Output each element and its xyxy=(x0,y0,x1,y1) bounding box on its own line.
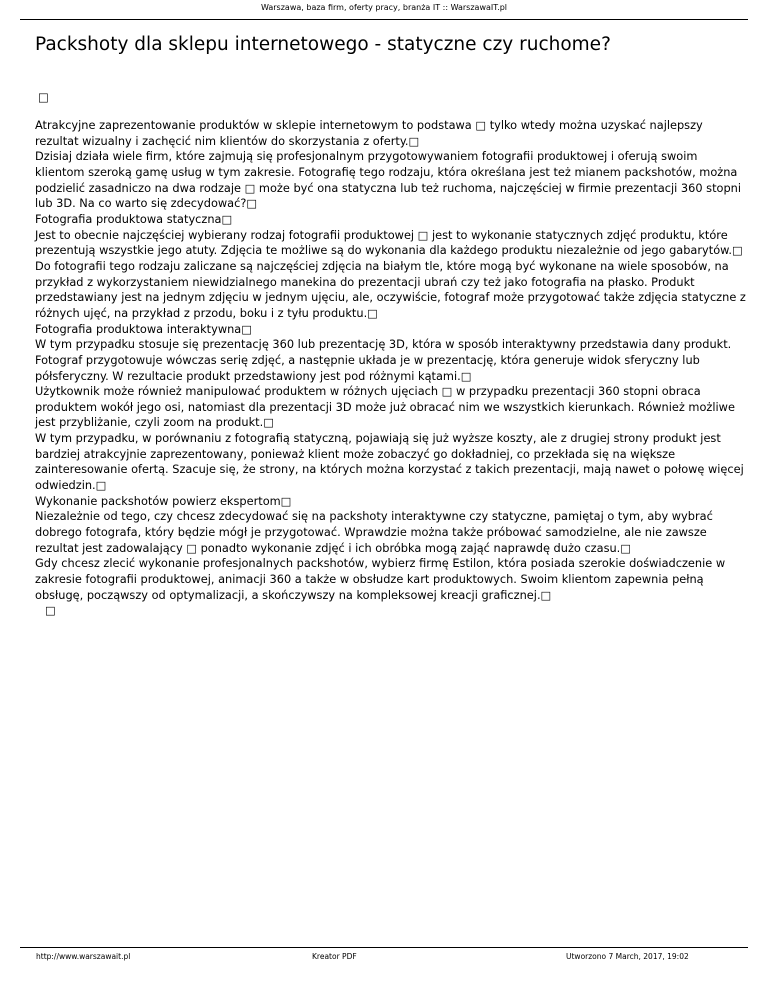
paragraph: Atrakcyjne zaprezentowanie produktów w sklepie internetowym to podstawa □ tylko wtedy można uzyskać najlepszy rezultat wizualny i zachęcić nim klientów do skorzystania z oferty.□ xyxy=(35,118,703,148)
footer-url: http://www.warszawait.pl xyxy=(36,952,131,961)
placeholder-glyph: □ xyxy=(45,603,56,618)
article-body xyxy=(35,118,747,619)
paragraph: Jest to obecnie najczęściej wybierany rodzaj fotografii produktowej □ jest to wykonanie statycznych zdjęć produktu, które prezentują wszystkie jego atuty. Zdjęcia te możliwe są do wykonania dla każdego produktu niezależnie od jego gabarytów.□ xyxy=(35,227,743,258)
paragraph: W tym przypadku stosuje się prezentację 360 lub prezentację 3D, która w sposób interaktywny przedstawia dany produkt. Fotograf przygotowuje wówczas serię zdjęć, a następnie układa je w prezentację, która generuje widok sferyczny lub półsferyczny. W rezultacie produkt przedstawiony jest pod różnymi kątami.□ xyxy=(35,337,732,383)
footer-created-date: Utworzono 7 March, 2017, 19:02 xyxy=(566,952,689,961)
paragraph: Do fotografii tego rodzaju zaliczane są najczęściej zdjęcia na białym tle, które mogą być wykonane na wiele sposobów, na przykład z wykorzystaniem niewidzialnego manekina do prezentacji ubrań czy też jako fotografia na płasko. Produkt przedstawiany jest na jednym zdjęciu w jednym ujęciu, ale, oczywiście, fotograf może przygotować także zdjęcia statyczne z różnych ujęć, na przykład z przodu, boku i z tyłu produktu.□ xyxy=(35,258,746,320)
header-divider xyxy=(20,19,748,20)
placeholder-glyph: □ xyxy=(38,90,49,104)
paragraph: W tym przypadku, w porównaniu z fotografią statyczną, pojawiają się już wyższe koszty, ale z drugiej strony produkt jest bardziej atrakcyjnie zaprezentowany, ponieważ klient może zobaczyć go dokładniej, co przekłada się na większe zainteresowanie ofertą. Szacuje się, że strony, na których można korzystać z takich prezentacji, mają nawet o połowę więcej odwiedzin.□ xyxy=(35,431,744,493)
section-heading: Fotografia produktowa interaktywna□ xyxy=(35,321,252,336)
page-header-text: Warszawa, baza firm, oferty pracy, branża IT :: WarszawaIT.pl xyxy=(260,3,508,12)
paragraph: Użytkownik może również manipulować produktem w różnych ujęciach □ w przypadku prezentacji 360 stopni obraca produktem wokół jego osi, natomiast dla prezentacji 3D może już obracać nim we wszystkich kierunkach. Również możliwe jest przybliżanie, czyli zoom na produkt.□ xyxy=(35,384,735,430)
paragraph: Niezależnie od tego, czy chcesz zdecydować się na packshoty interaktywne czy statyczne, pamiętaj o tym, aby wybrać dobrego fotografa, który będzie mógł je przygotować. Wprawdzie można także próbować samodzielne, ale nie zawsze rezultat jest zadowalający □ ponadto wykonanie zdjęć i ich obróbka mogą zająć naprawdę dużo czasu.□ xyxy=(35,509,713,555)
section-heading: Fotografia produktowa statyczna□ xyxy=(35,211,233,226)
paragraph: Dzisiaj działa wiele firm, które zajmują się profesjonalnym przygotowywaniem fotografii produktowej i oferują swoim klientom szeroką gamę usług w tym zakresie. Fotografię tego rodzaju, która określana jest też mianem packshotów, można podzielić zasadniczo na dwa rodzaje □ może być ona statyczna lub też ruchoma, najczęściej w firmie prezentacji 360 stopni lub 3D. Na co warto się zdecydować?□ xyxy=(35,149,742,211)
section-heading: Wykonanie packshotów powierz ekspertom□ xyxy=(35,493,292,508)
paragraph: Gdy chcesz zlecić wykonanie profesjonalnych packshotów, wybierz firmę Estilon, która posiada szerokie doświadczenie w zakresie fotografii produktowej, animacji 360 a także w obsłudze kart produktowych. Swoim klientom zapewnia pełną obsługę, począwszy od optymalizacji, a skończywszy na kompleksowej kreacji graficznej.□ xyxy=(35,556,726,602)
footer-generator: Kreator PDF xyxy=(312,952,357,961)
article-title: Packshoty dla sklepu internetowego - statyczne czy ruchome? xyxy=(35,34,611,55)
footer-divider xyxy=(20,947,748,948)
